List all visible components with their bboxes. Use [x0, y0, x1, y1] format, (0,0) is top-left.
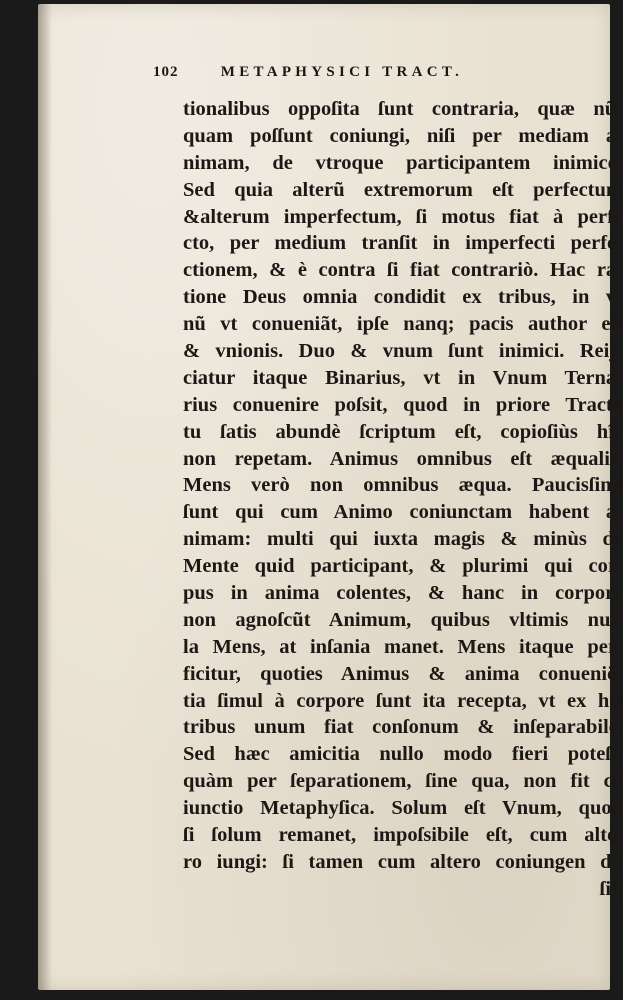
running-title: METAPHYSICI TRACT. — [220, 64, 464, 80]
text-line: tionalibus oppoſita ſunt contraria, quæ nũ- — [183, 98, 623, 120]
text-line: nimam, de vtroque participantem inimico. — [183, 151, 623, 174]
running-head — [153, 64, 583, 81]
text-line: ficitur, quoties Animus & anima conueniẽ- — [183, 662, 623, 685]
text-line: quam poſſunt coniungi, niſi per mediam a- — [183, 124, 623, 147]
text-line: ciatur itaque Binarius, vt in Vnum Terna- — [183, 366, 623, 389]
text-line: tione Deus omnia condidit ex tribus, in v- — [183, 286, 623, 309]
text-line: Sed quia alterũ extremorum eſt perfectum — [183, 178, 623, 201]
text-line: nimam: multi qui iuxta magis & minùs de — [183, 528, 623, 551]
text-line: ſunt qui cum Animo coniunctam habent a- — [183, 501, 623, 524]
text-line: iunctio Metaphyſica. Solum eſt Vnum, quod — [183, 797, 623, 820]
text-line: Mente quid participant, & plurimi qui cor- — [183, 555, 623, 578]
text-line: non agnoſcũt Animum, quibus vltimis nul- — [183, 608, 623, 631]
text-line: cto, per medium tranſit in imperfecti perfe- — [183, 232, 623, 255]
text-line: ctionem, & è contra ſi fiat contrariò. Hac ra- — [183, 259, 623, 282]
text-line: la Mens, at inſania manet. Mens itaque per- — [183, 635, 623, 658]
body-text — [183, 96, 623, 903]
text-line: & vnionis. Duo & vnum ſunt inimici. Reij- — [183, 340, 623, 363]
text-line: ſi ſolum remanet, impoſsibile eſt, cum alte- — [183, 824, 623, 847]
text-line: non repetam. Animus omnibus eſt æqualis, — [183, 447, 623, 470]
text-line: ro iungi: ſi tamen cum altero coniungen dũ — [183, 850, 623, 873]
text-line: tribus unum fiat conſonum & inſeparabile. — [183, 716, 623, 739]
text-line: tia ſimul à corpore ſunt ita recepta, vt ex his — [183, 689, 623, 712]
text-line: tu ſatis abundè ſcriptum eſt, copioſiùs hîc — [183, 420, 623, 443]
book-page — [38, 4, 623, 990]
text-line: pus in anima colentes, & hanc in corpore — [183, 582, 623, 605]
text-line: rius conuenire poſsit, quod in priore Tracta — [183, 393, 623, 416]
page-number: 102 — [153, 64, 179, 80]
text-line: quàm per ſeparationem, ſine qua, non fit cõ — [183, 770, 623, 793]
text-line: Sed hæc amicitia nullo modo fieri poteſt, — [183, 743, 623, 766]
text-line: Mens verò non omnibus æqua. Paucisſimi — [183, 474, 623, 497]
text-line: nũ vt conueniãt, ipſe nanq; pacis author eſt — [183, 313, 623, 336]
text-line: &alterum imperfectum, ſi motus fiat à perfe — [183, 205, 623, 228]
catchword: ſit, — [599, 877, 623, 900]
